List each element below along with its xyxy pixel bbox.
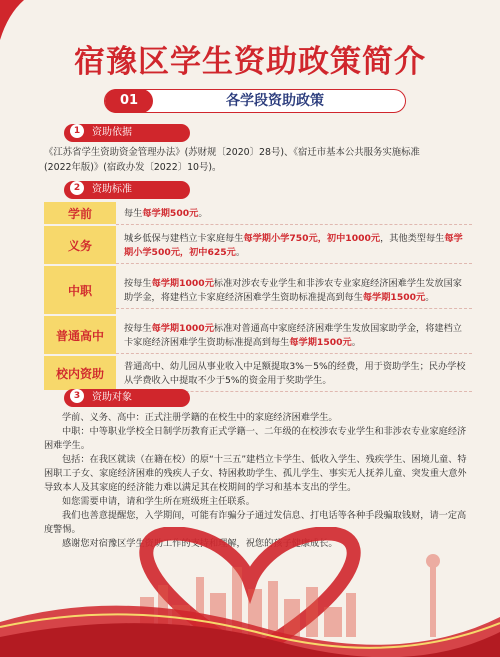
targets-p5: 我们也善意提醒您，入学期间，可能有诈骗分子通过发信息、打电话等各种手段骗取钱财，请一定高度警惕。 [44,510,467,535]
row-text-segment: 。 [235,246,246,258]
table-row [44,202,472,226]
basis-line-2: (2022年版)》(宿政办发〔2022〕10号)。 [44,162,222,173]
table-row [44,266,472,316]
row-label: 义务 [44,226,116,266]
row-label: 校内资助 [44,356,116,392]
section-label: 资助标准 [92,184,132,195]
section-head-standard [64,181,190,199]
row-text [116,357,472,392]
row-text-segment: 。 [425,291,435,303]
row-text-segment: 。 [198,207,208,219]
targets-p2: 中职：中等职业学校全日制学历教育正式学籍一、二年级的在校涉农专业学生和非涉农专业家庭经济困难学生。 [44,426,467,451]
row-text-segment: ，其他类型每生 [380,232,445,244]
highlight-amount: 每学期1000元 [151,322,214,334]
highlight-amount: 每学期1500元 [289,336,352,348]
section-head-basis [64,124,190,142]
basis-line-1: 《江苏省学生资助资金管理办法》(苏财规〔2020〕28号)、《宿迁市基本公共服务实施标准 [44,147,420,158]
skyline-heart-decoration-icon [0,527,500,657]
highlight-amount: 每学期1000元 [151,277,214,289]
subtitle-bar [104,89,406,113]
section-label: 资助依据 [92,127,132,138]
row-text-segment: 普通高中、幼儿园从事业收入中足额提取3%－5%的经费，用于资助学生；民办学校从学费收入中提取不少于5%的资金用于奖助学生。 [124,360,466,386]
highlight-amount: 每学期500元 [142,207,199,219]
row-label: 中职 [44,266,116,316]
highlight-amount: 每学期小学500元，初中625元 [124,232,463,258]
row-text [116,319,472,354]
section-number: 3 [70,389,84,403]
section-number: 1 [70,124,84,138]
row-label: 普通高中 [44,316,116,356]
row-text [116,274,472,309]
targets-p1: 学前、义务、高中：正式注册学籍的在校生中的家庭经济困难学生。 [62,412,338,423]
table-row [44,226,472,266]
highlight-amount: 每学期1500元 [362,291,426,303]
section-number: 2 [70,181,84,195]
row-text-segment: 城乡低保与建档立卡家庭每生 [124,232,244,244]
subtitle-text: 各学段资助政策 [226,93,324,109]
standard-table [44,202,472,392]
row-text-segment: 按每生 [124,277,152,289]
table-row [44,316,472,356]
table-row [44,356,472,392]
page-title: 宿豫区学生资助政策简介 [74,44,426,80]
section-head-targets [64,389,190,407]
row-label: 学前 [44,202,116,226]
row-text-segment: 每生 [124,207,143,219]
highlight-amount: 每学期小学750元，初中1000元 [243,232,381,244]
targets-p4: 如您需要申请，请和学生所在班级班主任联系。 [62,496,255,507]
row-text-segment: 标准对涉农专业学生和非涉农专业家庭经济困难学生发放国家助学金，将建档立卡家庭经济困难学生资助标准提高到每生 [124,277,462,303]
row-text-segment: 标准对普通高中家庭经济困难学生发放国家助学金，将建档立卡家庭经济困难学生资助标准提高到每生 [124,322,462,348]
row-text-segment: 按每生 [124,322,152,334]
section-label: 资助对象 [92,392,132,403]
corner-swoosh-icon [0,0,24,40]
targets-p3: 包括：在我区就读（在籍在校）的原“十三五”建档立卡学生、低收入学生、残疾学生、困境儿童、特困职工子女、家庭经济困难的残疾人子女、特困救助学生、孤儿学生、事实无人抚养儿童、突发重大意外导致本人及其家庭的经济能力难以满足其在校期间的学习和基本支出的学生。 [44,454,467,493]
row-text [116,229,472,264]
row-text [116,204,472,225]
targets-p6: 感谢您对宿豫区学生资助工作的支持和理解，祝您的孩子健康成长。 [62,538,338,549]
subtitle-number: 01 [105,89,153,113]
row-text-segment: 。 [351,336,361,348]
basis-text [44,145,484,175]
